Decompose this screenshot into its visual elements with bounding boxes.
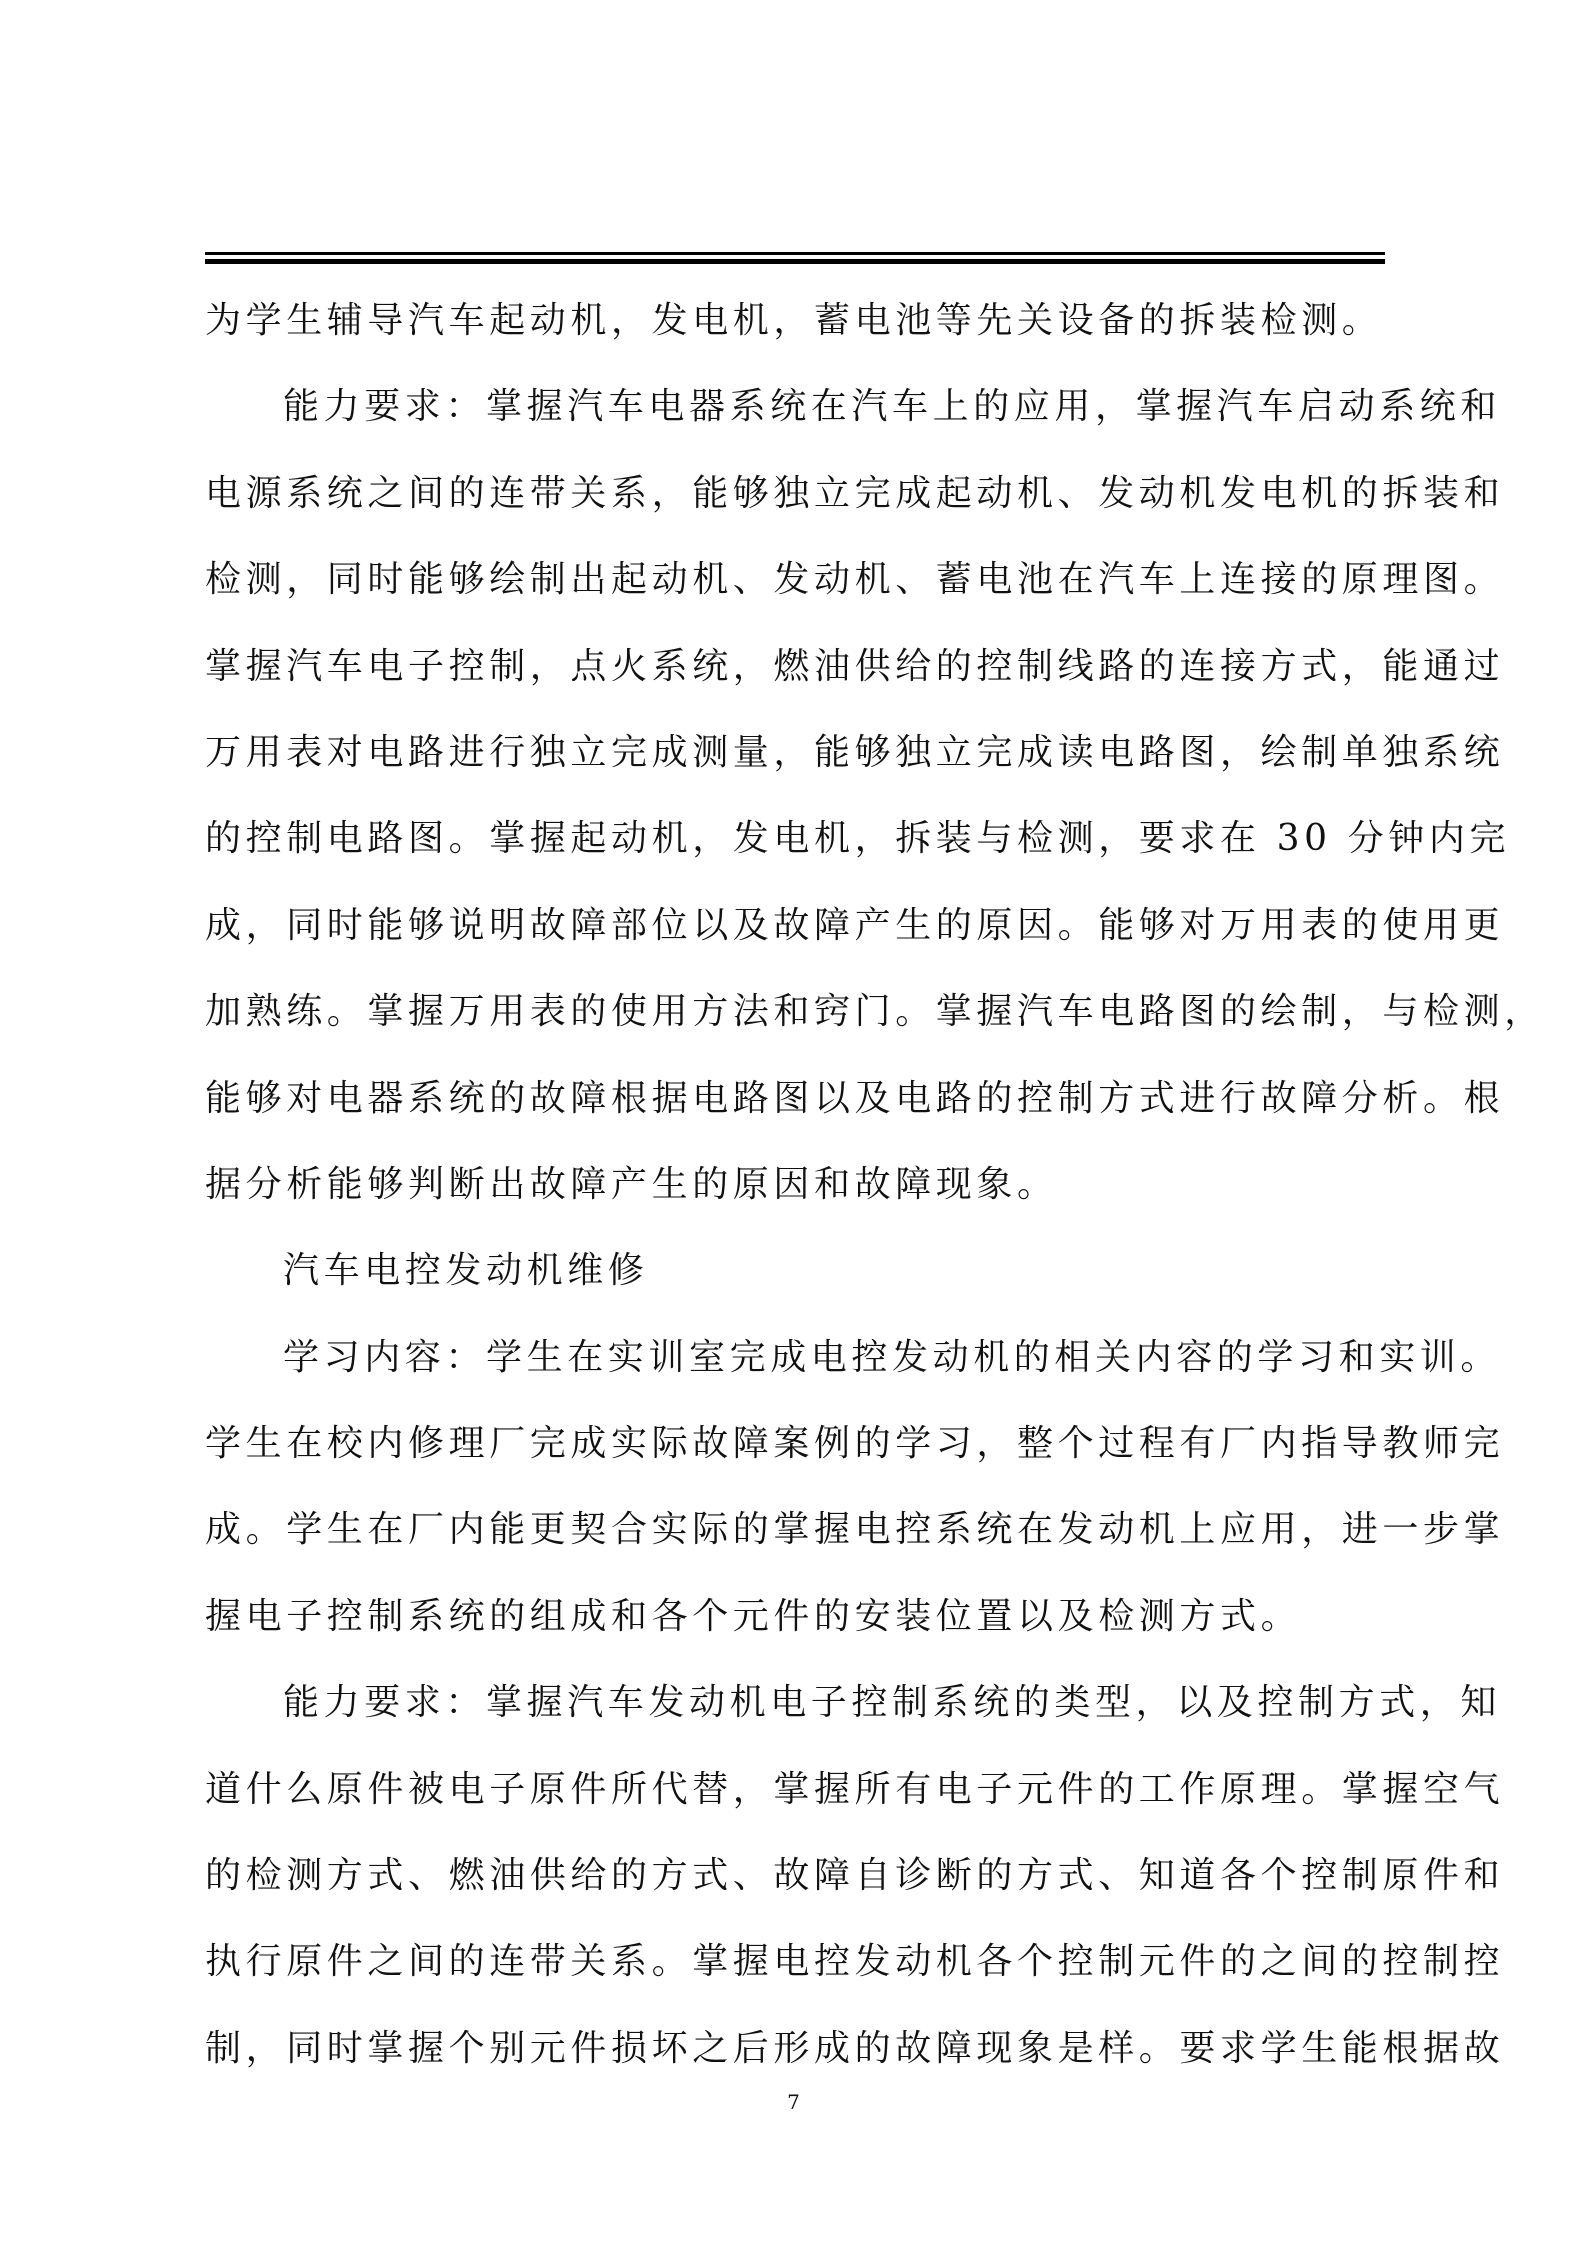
- text-line: 的控制电路图。掌握起动机，发电机，拆装与检测，要求在 30 分钟内完: [205, 818, 1511, 860]
- text-line: 能力要求：掌握汽车电器系统在汽车上的应用，掌握汽车启动系统和: [283, 386, 1502, 428]
- text-line: 掌握汽车电子控制，点火系统，燃油供给的控制线路的连接方式，能通过: [205, 645, 1505, 687]
- text-line: 成。学生在厂内能更契合实际的掌握电控系统在发动机上应用，进一步掌: [205, 1509, 1505, 1551]
- text-line: 万用表对电路进行独立完成测量，能够独立完成读电路图，绘制单独系统: [205, 731, 1505, 773]
- header-rule-thick: [205, 259, 1385, 264]
- text-line: 道什么原件被电子原件所代替，掌握所有电子元件的工作原理。掌握空气: [205, 1768, 1505, 1810]
- text-line: 执行原件之间的连带关系。掌握电控发动机各个控制元件的之间的控制控: [205, 1941, 1505, 1983]
- text-line: 据分析能够判断出故障产生的原因和故障现象。: [205, 1163, 1058, 1205]
- header-rule-thin: [205, 252, 1385, 255]
- section-heading: 汽车电控发动机维修: [283, 1250, 649, 1292]
- text-line: 制，同时掌握个别元件损坏之后形成的故障现象是样。要求学生能根据故: [205, 2027, 1505, 2069]
- body-text: [205, 289, 1545, 2103]
- text-line: 学习内容：学生在实训室完成电控发动机的相关内容的学习和实训。: [283, 1336, 1502, 1378]
- text-line: 电源系统之间的连带关系，能够独立完成起动机、发动机发电机的拆装和: [205, 472, 1505, 514]
- text-line: 加熟练。掌握万用表的使用方法和窍门。掌握汽车电路图的绘制，与检测，: [205, 991, 1545, 1033]
- text-line: 学生在校内修理厂完成实际故障案例的学习，整个过程有厂内指导教师完: [205, 1423, 1505, 1465]
- text-line: 能够对电器系统的故障根据电路图以及电路的控制方式进行故障分析。根: [205, 1077, 1505, 1119]
- page-number: 7: [787, 2090, 800, 2114]
- text-line: 成，同时能够说明故障部位以及故障产生的原因。能够对万用表的使用更: [205, 904, 1505, 946]
- text-line: 为学生辅导汽车起动机，发电机，蓄电池等先关设备的拆装检测。: [205, 300, 1383, 341]
- text-line: 握电子控制系统的组成和各个元件的安装位置以及检测方式。: [205, 1595, 1302, 1637]
- text-line: 检测，同时能够绘制出起动机、发动机、蓄电池在汽车上连接的原理图。: [205, 559, 1505, 601]
- text-line: 能力要求：掌握汽车发动机电子控制系统的类型，以及控制方式，知: [283, 1682, 1502, 1724]
- text-line: 的检测方式、燃油供给的方式、故障自诊断的方式、知道各个控制原件和: [205, 1855, 1505, 1897]
